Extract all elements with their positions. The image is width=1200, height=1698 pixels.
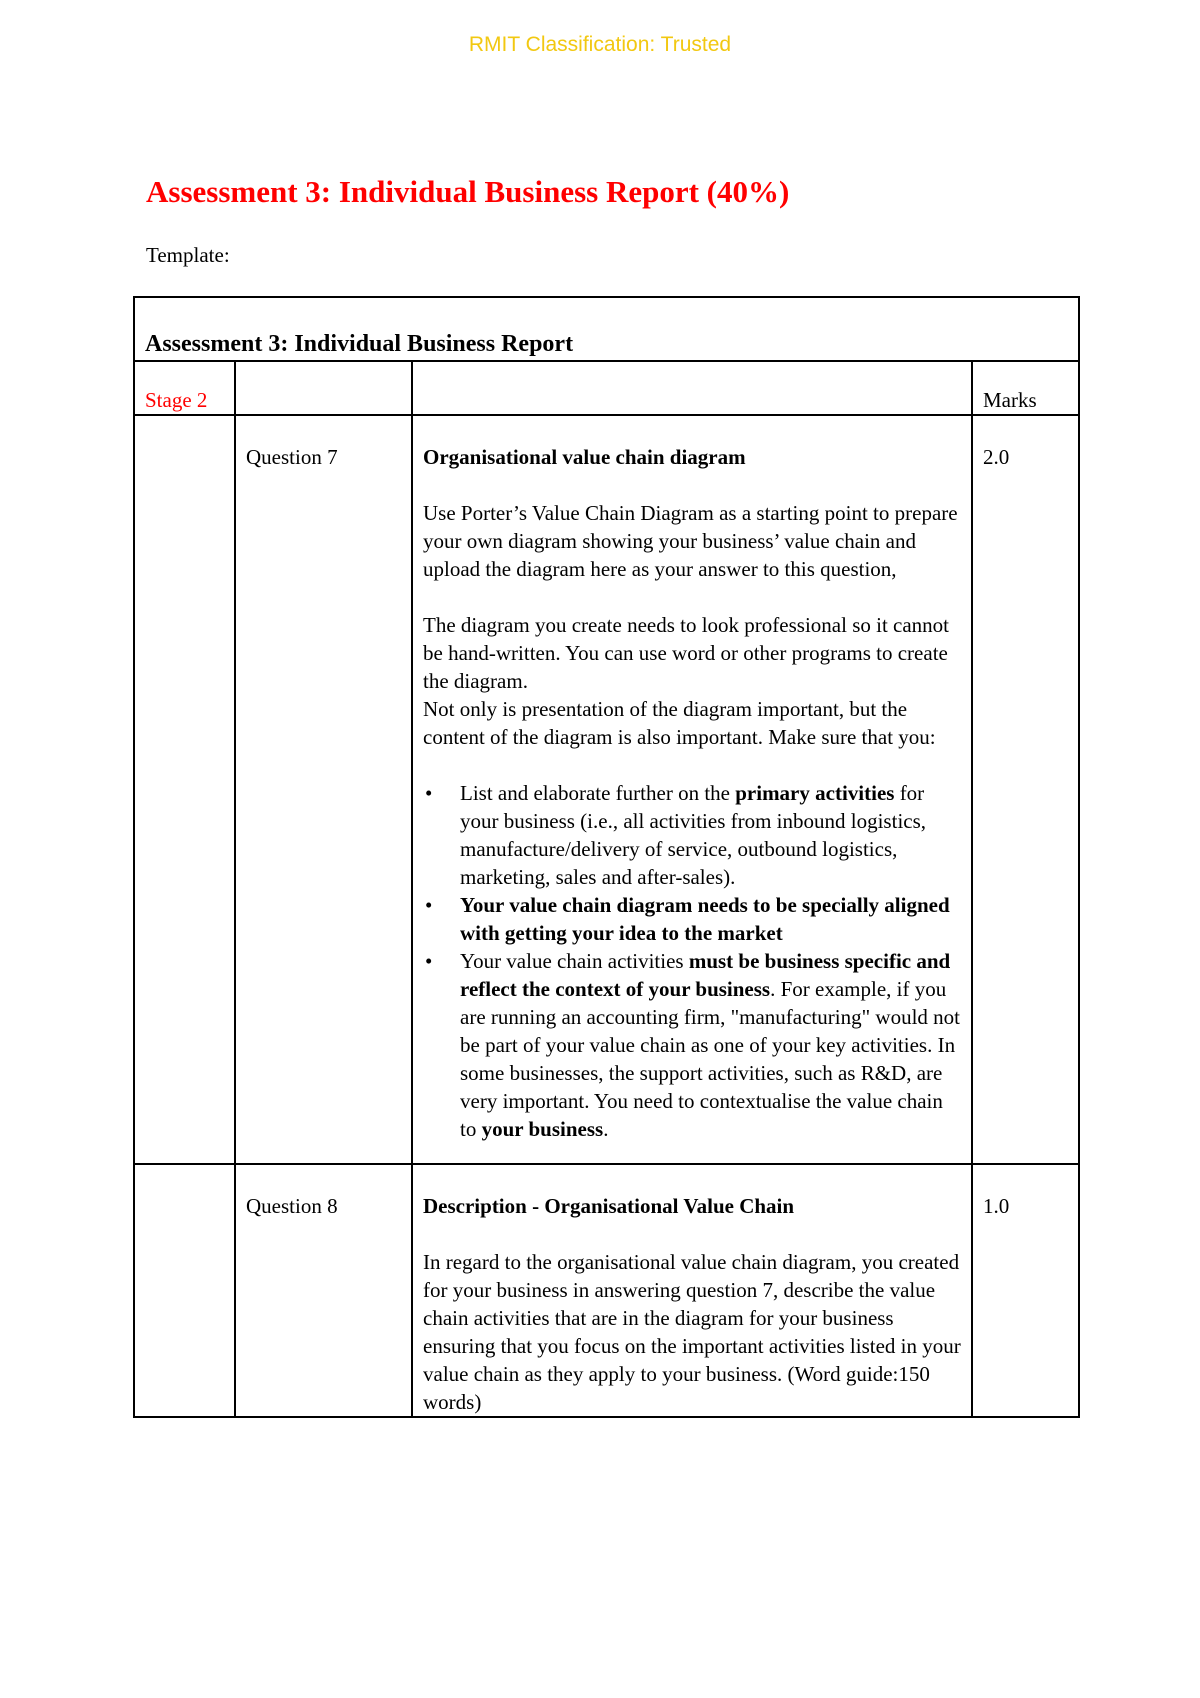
- empty-cell: [235, 361, 412, 415]
- template-label: Template:: [146, 243, 230, 267]
- document-title: Assessment 3: Individual Business Report (40%): [146, 174, 790, 209]
- question-7-paragraph: Use Porter’s Value Chain Diagram as a starting point to prepare your own diagram showing your business’ value chain and upload the diagram here as your answer to this question,: [423, 501, 958, 581]
- question-7-content: [412, 415, 972, 1164]
- bullet-icon: •: [425, 893, 433, 917]
- question-7-paragraph: The diagram you create needs to look professional so it cannot be hand-written. You can use word or other programs to create the diagram.: [423, 613, 950, 693]
- question-8-content: [412, 1164, 972, 1417]
- question-8-heading: Description - Organisational Value Chain: [423, 1194, 795, 1218]
- bullet-icon: •: [425, 949, 433, 973]
- marks-header: Marks: [972, 361, 1079, 415]
- empty-cell: [412, 361, 972, 415]
- question-8-row: [134, 1164, 1079, 1417]
- list-item: • Your value chain diagram needs to be specially aligned with getting your idea to the market: [425, 893, 950, 945]
- question-7-row: [134, 415, 1079, 1164]
- question-7-marks: 2.0: [972, 415, 1079, 1164]
- question-8-label: Question 8: [235, 1164, 412, 1417]
- question-7-label: Question 7: [235, 415, 412, 1164]
- stage-row: [134, 361, 1079, 415]
- question-7-paragraph: Not only is presentation of the diagram important, but the content of the diagram is also important. Make sure that you:: [423, 697, 936, 749]
- requirements-list: [423, 779, 961, 1143]
- question-8-marks: 1.0: [972, 1164, 1079, 1417]
- empty-cell: [134, 415, 235, 1164]
- table-title: Assessment 3: Individual Business Report: [134, 297, 1079, 361]
- empty-cell: [134, 1164, 235, 1417]
- question-7-heading: Organisational value chain diagram: [423, 445, 746, 469]
- stage-label: Stage 2: [134, 361, 235, 415]
- table-title-row: [134, 297, 1079, 361]
- list-item: • List and elaborate further on the primary activities for your business (i.e., all activities from inbound logistics, manufacture/delivery of service, outbound logistics, marketing, sales and after-sales).: [425, 781, 927, 889]
- bullet-icon: •: [425, 781, 433, 805]
- classification-label: RMIT Classification: Trusted: [468, 33, 732, 56]
- list-item: • Your value chain activities must be business specific and reflect the context of your business. For example, if you are running an accounting firm, "manufacturing" would not be part of your value chain as one of your key activities. In some businesses, the support activities, such as R&D, are very important. You need to contextualise the value chain to your business.: [425, 949, 961, 1141]
- question-8-paragraph: In regard to the organisational value chain diagram, you created for your business in answering question 7, describe the value chain activities that are in the diagram for your business ensuring that you focus on the important activities listed in your value chain as they apply to your business. (Word guide:150 words): [423, 1250, 961, 1414]
- assessment-table: [133, 296, 1080, 1418]
